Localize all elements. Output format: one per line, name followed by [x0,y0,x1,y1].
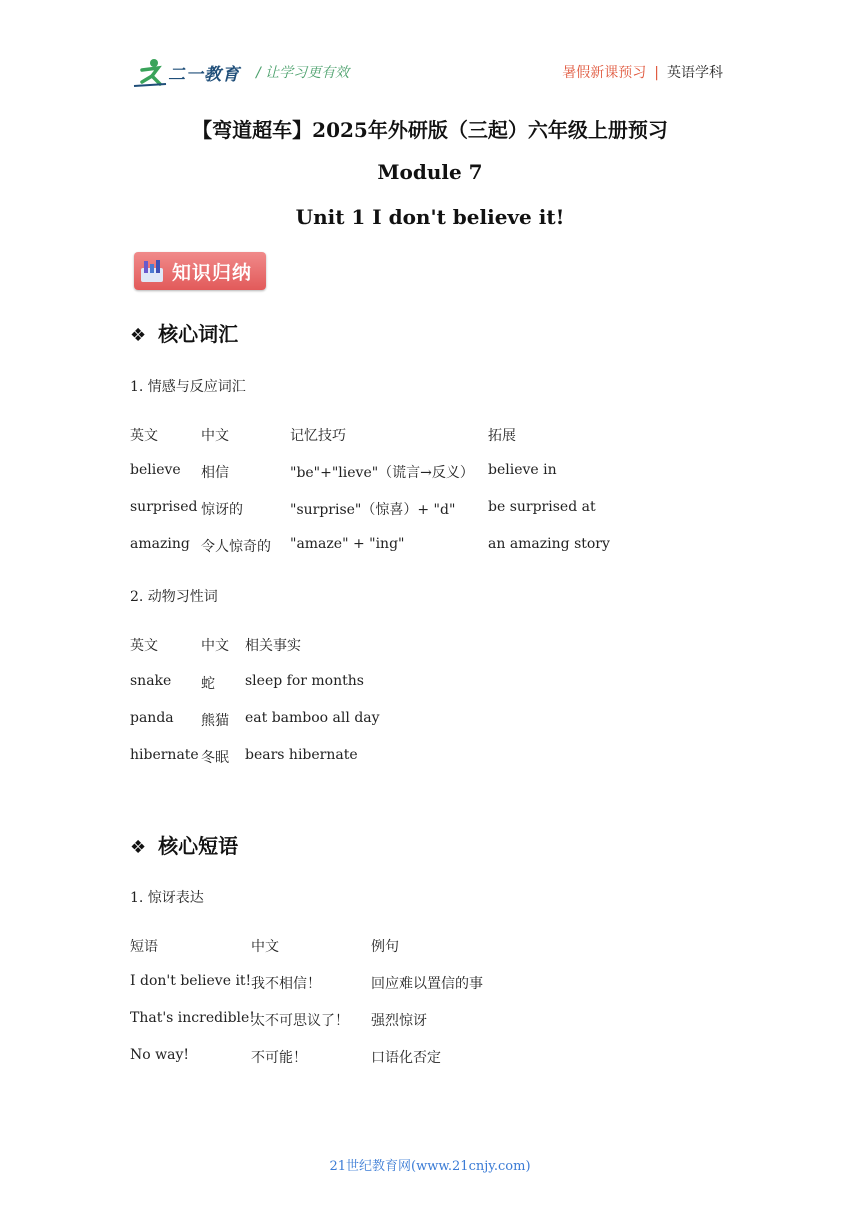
table-cell: That's incredible! [130,1010,255,1026]
table-cell: "amaze" + "ing" [290,536,405,552]
unit-title: Unit 1 I don't believe it! [295,205,565,229]
table-cell: 相信 [201,465,229,481]
table-cell: sleep for months [245,673,364,689]
table-cell: an amazing story [488,536,610,552]
table-cell: 口语化否定 [371,1050,441,1066]
table-cell: panda [130,710,174,726]
subsection-title: 1. 情感与反应词汇 [130,379,246,395]
table-cell: surprised [130,499,198,515]
table-header: 中文 [251,939,279,955]
table-cell: No way! [130,1047,189,1063]
table-header: 中文 [201,638,229,654]
table-cell: eat bamboo all day [245,710,380,726]
table-cell: 太不可思议了！ [251,1013,349,1029]
subsection-title: 1. 惊讶表达 [130,890,204,906]
table-cell: hibernate [130,747,199,763]
diamond-icon: ❖ [130,837,147,858]
table-cell: 强烈惊讶 [371,1013,427,1029]
table-cell: 回应难以置信的事 [371,976,483,992]
header-course: 暑假新课预习 [562,65,647,81]
table-cell: 惊讶的 [201,502,243,518]
table-cell: "be"+"lieve"（谎言→反义） [290,465,474,481]
table-cell: 令人惊奇的 [201,539,271,555]
header-separator: | [654,65,659,81]
table-cell: snake [130,673,172,689]
table-cell: be surprised at [488,499,596,515]
table-header: 英文 [130,428,158,444]
knowledge-badge [134,252,266,290]
diamond-icon: ❖ [130,325,147,346]
table-cell: "surprise"（惊喜）+ "d" [290,502,456,518]
header-subject: 英语学科 [667,65,723,81]
section-core-phrases [130,830,238,859]
table-cell: believe [130,462,181,478]
table-cell: 冬眠 [201,750,229,766]
table-cell: I don't believe it! [130,973,252,989]
footer-link[interactable]: 21世纪教育网(www.21cnjy.com) [329,1159,531,1174]
section-title: 核心词汇 [158,322,239,346]
table-header: 例句 [371,939,399,955]
subsection-title: 2. 动物习性词 [130,589,218,605]
module-title: Module 7 [377,160,483,184]
slogan: / 让学习更有效 [256,65,350,81]
table-cell: bears hibernate [245,747,358,763]
table-cell: amazing [130,536,190,552]
table-cell: 不可能！ [251,1050,307,1066]
section-title: 核心短语 [158,834,239,858]
table-cell: 蛇 [201,676,215,692]
table-header: 短语 [130,939,158,955]
table-header: 相关事实 [245,638,301,654]
table-cell: believe in [488,462,557,478]
runner-icon [132,58,172,88]
logo-text: 二一教育 [168,65,240,85]
table-cell: 我不相信！ [251,976,321,992]
section-core-vocabulary [130,318,238,347]
doc-title: 【弯道超车】2025年外研版（三起）六年级上册预习 [192,118,668,142]
header-right [562,62,723,82]
table-header: 记忆技巧 [290,428,346,444]
table-cell: 熊猫 [201,713,229,729]
table-header: 中文 [201,428,229,444]
table-header: 英文 [130,638,158,654]
table-header: 拓展 [488,428,516,444]
book-icon [140,258,164,284]
badge-label: 知识归纳 [172,262,253,284]
